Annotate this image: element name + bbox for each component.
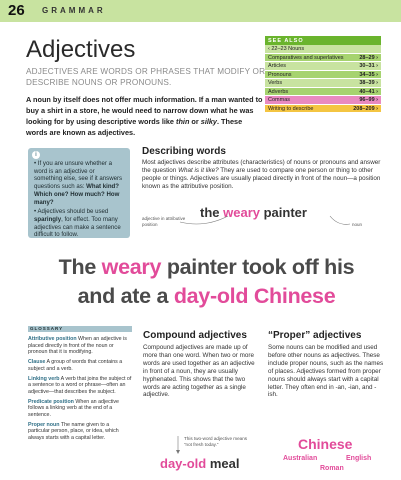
see-also-label: Articles — [268, 63, 287, 69]
describing-body-b: They are used to compare one person or thing to other people or things. Adjectives are usually placed directly in front of the noun—a position known as the attributive position. — [142, 166, 381, 190]
compound-example-adjective: day-old — [160, 456, 207, 471]
glossary-entry — [28, 399, 132, 419]
see-also-item[interactable] — [265, 62, 381, 71]
sentence-1-adjective: weary — [101, 255, 162, 279]
see-also-panel — [265, 36, 381, 113]
compound-note-arrowhead — [176, 450, 180, 454]
see-also-page: 30–31 › — [359, 63, 378, 69]
see-also-page: 34–35 › — [359, 71, 378, 78]
tip-text-2a: • Adjectives should be used — [34, 208, 109, 216]
describing-body-a: Most adjectives describe attributes (characteristics) of nouns or pronouns and answer the question — [142, 159, 381, 174]
example-english: English — [346, 455, 372, 462]
describing-question: What is it like? — [178, 166, 219, 174]
see-also-label: Verbs — [268, 80, 283, 86]
compound-body: Compound adjectives are made up of more than one word. When two or more words are used together as an adjective in front of a noun, they are usually hyphenated. This shows that the two words are acting together as a single adjective. — [143, 344, 255, 399]
see-also-page: 40–41 › — [359, 88, 378, 95]
see-also-item[interactable] — [265, 96, 381, 105]
intro-text-b: . These words are known as adjectives. — [26, 117, 243, 137]
example-australian: Australian — [283, 455, 318, 462]
intro-paragraph — [26, 94, 264, 138]
sentence-1b: painter took off his — [161, 255, 355, 279]
compound-heading: Compound adjectives — [143, 330, 247, 341]
see-also-item[interactable] — [265, 79, 381, 88]
compound-note: This two-word adjective means “not fresh today.” — [184, 436, 248, 447]
sentence-2a: and ate a — [77, 284, 174, 308]
glossary-heading: GLOSSARY — [30, 326, 64, 331]
page-title: Adjectives — [26, 36, 136, 63]
describing-words-section — [142, 146, 386, 191]
glossary-definition: A group of words that contains a subject and a verb. — [28, 359, 123, 372]
sentence-1a: The — [58, 255, 102, 279]
compound-example — [160, 456, 239, 471]
see-also-page: 96–99 › — [359, 97, 378, 103]
tip-box — [28, 148, 130, 238]
intro-thin: thin — [176, 117, 190, 126]
glossary-definition: When an adjective follows a linking verb at the end of a sentence. — [28, 398, 119, 419]
page-subtitle: ADJECTIVES ARE WORDS OR PHRASES THAT MODIFY OR DESCRIBE NOUNS OR PRONOUNS. — [26, 67, 266, 87]
adjective-position-label: adjective in attributive position — [142, 216, 186, 227]
intro-silky: silky — [200, 117, 217, 126]
see-also-item[interactable] — [265, 71, 381, 80]
glossary-list — [28, 336, 132, 442]
sentence-2-adjectives: day-old Chinese — [173, 284, 336, 308]
glossary-entry — [28, 336, 132, 356]
example-the: the — [200, 205, 224, 220]
describing-heading: Describing words — [142, 146, 226, 157]
see-also-label: Comparatives and superlatives — [268, 54, 344, 61]
tip-text-1: • If you are unsure whether a word is an adjective or something else, see if it answers questions such as: — [34, 160, 123, 191]
see-also-page: 28–29 › — [359, 54, 378, 61]
noun-arrow — [330, 216, 350, 224]
see-also-item[interactable] — [265, 54, 381, 63]
tip-sparingly: sparingly — [34, 215, 62, 223]
intro-or: or — [189, 117, 201, 126]
example-roman: Roman — [320, 465, 344, 472]
intro-text-a: A noun by itself does not offer much information. If a man wanted to buy a shirt in a store, he would need to narrow down what he was looking for by using descriptive words like — [26, 95, 263, 126]
see-also-label: ‹ 22–23 Nouns — [268, 46, 305, 52]
see-also-label: Writing to describe — [268, 105, 314, 112]
see-also-heading: SEE ALSO — [265, 36, 381, 45]
tip-text-2b: , for effect. Too many adjectives can make a sentence difficult to follow. — [34, 215, 121, 239]
glossary-term: Linking verb — [28, 375, 60, 382]
glossary-definition: A verb that joins the subject of a sentence to a word or phrase—often an adjective—that describes the subject. — [28, 375, 132, 395]
describing-body — [142, 159, 386, 191]
see-also-label: Pronouns — [268, 71, 292, 78]
glossary-term: Proper noun — [28, 421, 60, 428]
tip-paragraph-1 — [34, 160, 124, 206]
proper-adjectives-section — [268, 330, 386, 399]
glossary-entry — [28, 359, 132, 372]
tip-paragraph-2 — [34, 208, 124, 239]
see-also-page: 208–209 › — [353, 105, 378, 112]
see-also-item[interactable] — [265, 45, 381, 54]
glossary-entry — [28, 376, 132, 396]
tip-questions: What kind? Which one? How much? How many? — [34, 183, 120, 206]
glossary-entry — [28, 422, 132, 442]
see-also-label: Commas — [268, 97, 291, 103]
glossary-definition: The name given to a particular person, place, or idea, which always starts with a capital letter. — [28, 421, 119, 442]
glossary-term: Predicate position — [28, 398, 74, 405]
see-also-page: 38–39 › — [359, 80, 378, 86]
see-also-label: Adverbs — [268, 88, 289, 95]
glossary-definition: When an adjective is placed directly in front of the noun or pronoun that it is modifying. — [28, 336, 127, 356]
compound-example-noun: meal — [206, 456, 240, 471]
see-also-item[interactable] — [265, 105, 381, 114]
see-also-list — [265, 45, 381, 113]
compound-adjectives-section — [143, 330, 257, 399]
proper-body: Some nouns can be modified and used before other nouns as adjectives. These include proper nouns, such as the names of places. Adjectives formed from proper nouns should always start with a capital letter. They often end in -an, -ian, and -ish. — [268, 344, 384, 399]
example-chinese: Chinese — [298, 436, 353, 452]
example-noun: painter — [260, 205, 307, 220]
page-number: 26 — [8, 2, 25, 19]
see-also-item[interactable] — [265, 88, 381, 97]
glossary-panel — [28, 326, 132, 476]
section-name: GRAMMAR — [42, 6, 106, 15]
example-sentence-line-2 — [6, 284, 401, 309]
page-header-bar — [0, 0, 401, 22]
example-phrase — [200, 205, 307, 220]
example-adjective: weary — [223, 205, 260, 220]
glossary-term: Clause — [28, 359, 46, 366]
glossary-term: Attributive position — [28, 336, 77, 342]
info-icon: i — [32, 151, 40, 159]
proper-heading: “Proper” adjectives — [268, 330, 362, 341]
example-sentence-line-1 — [6, 255, 401, 280]
noun-label: noun — [352, 222, 363, 227]
